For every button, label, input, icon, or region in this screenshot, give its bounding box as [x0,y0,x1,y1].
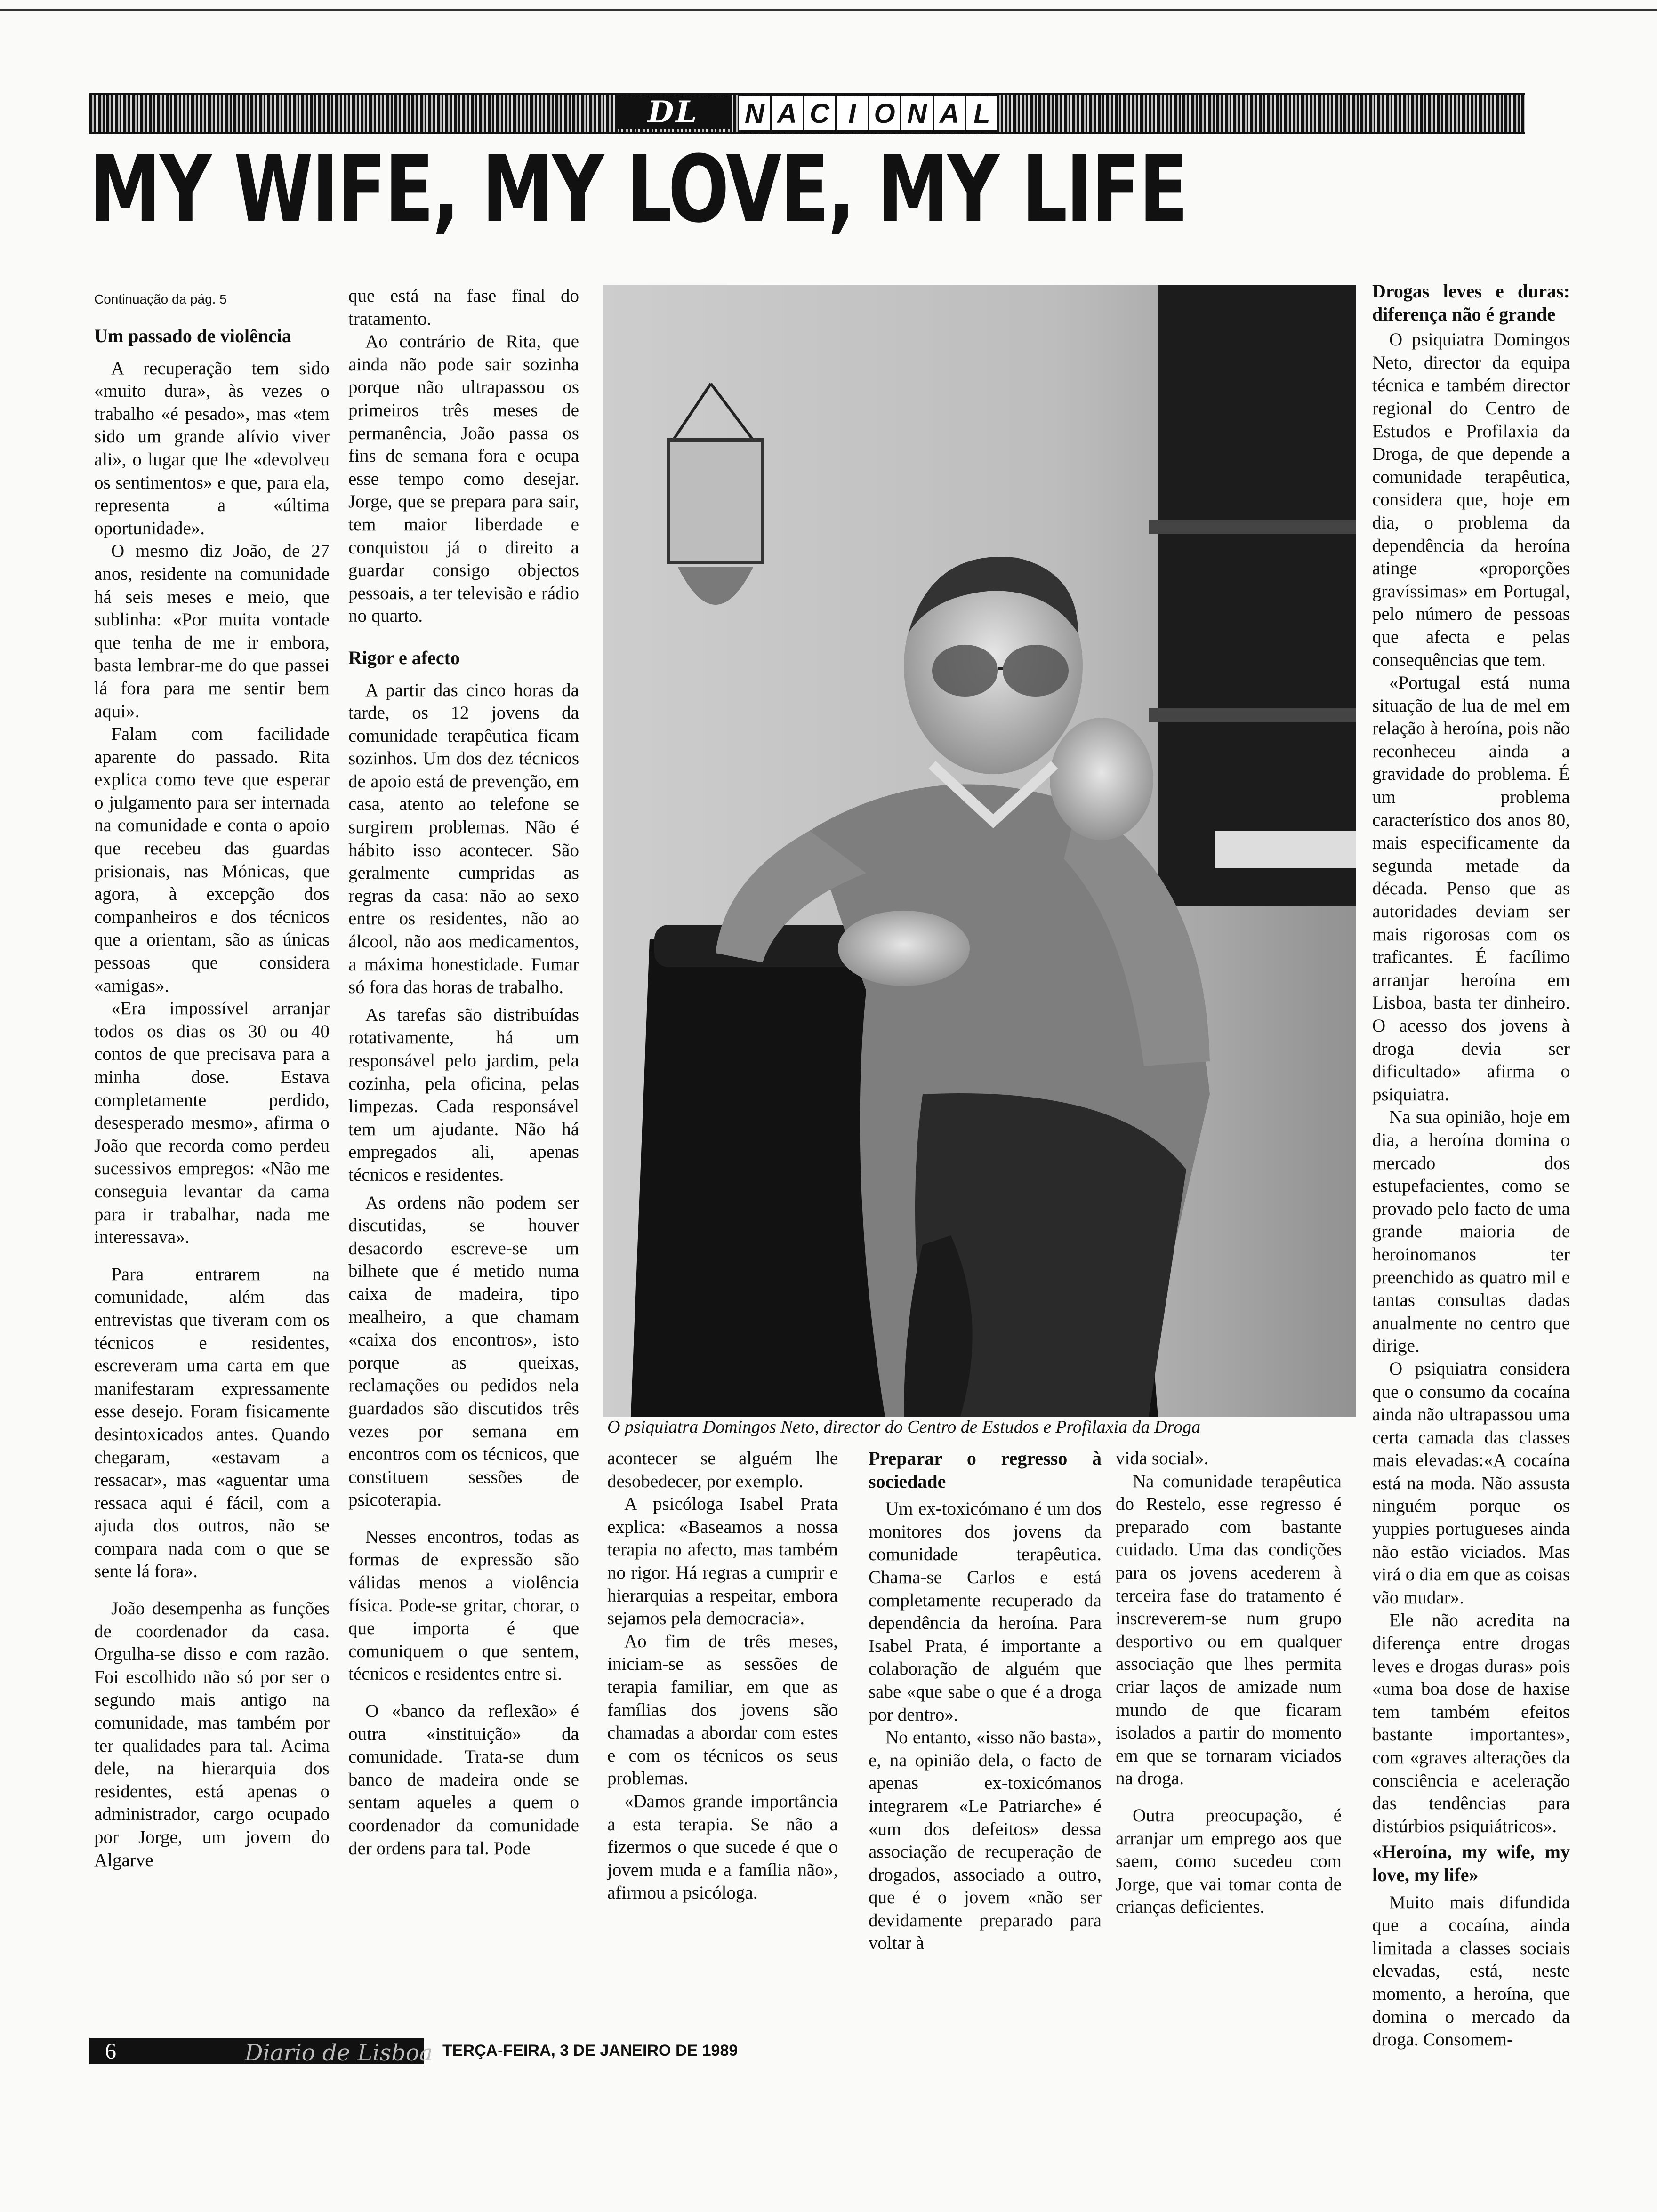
section-letter: N [738,95,772,132]
paragraph: Falam com facilidade aparente do passado. Rita explica como teve que esperar o julgamento para ser internada na comunidade e conta o apoio que recebeu das guardas prisionais, nas Mónicas, que agora, à excepção dos companheiros e dos técnicos que a orientam, são as únicas pessoas que considera «amigas». [94,724,330,996]
section-heading: Um passado de violência [94,325,291,346]
section-letter: N [900,95,934,132]
paragraph: Na sua opinião, hoje em dia, a heroína domina o mercado dos estupefacientes, como se provado pelo facto de uma grande maioria de heroinomanos ter preenchido as quatro mil e tantas consultas dadas anualmente no centro que dirige. [1372,1107,1570,1356]
top-rule [0,9,1657,11]
footer-paper-name: Diario de Lisboa [245,2040,433,2066]
paragraph: «Portugal está numa situação de lua de mel em relação à heroína, pois não reconheceu ainda a gravidade do problema. É um problema característico dos anos 80, mais especificamente da segunda metade da década. Penso que as autoridades deviam ser mais rigorosas com os traficantes. É facílimo arranjar heroína em Lisboa, basta ter dinheiro. O acesso dos jovens à droga devia ser dificultado» afirma o psiquiatra. [1372,673,1570,1105]
paragraph: Nesses encontros, todas as formas de expressão são válidas menos a violência física. Pode-se gritar, chorar, o que importa é que comuniquem o que sentem, técnicos e residentes entre si. [348,1526,579,1684]
footer-date: TERÇA-FEIRA, 3 DE JANEIRO DE 1989 [442,2042,738,2060]
paragraph: vida social». [1116,1448,1209,1468]
section-letter: I [835,95,869,132]
paragraph: O psiquiatra Domingos Neto, director da equipa técnica e também director regional do Centro de Estudos e Profilaxia da Droga, de que depende a comunidade terapêutica, considera que, hoje em dia, o problema da dependência da heroína atinge «proporções gravíssimas» em Portugal, pelo número de pessoas que afecta e pelas consequências que tem. [1372,329,1570,670]
paragraph: Ele não acredita na diferença entre drogas leves e drogas duras» pois «uma boa dose de haxise tem também efeitos bastante importantes», com «graves alterações da consciência e aceleração das tendências para distúrbios psiquiátricos». [1372,1610,1570,1836]
paragraph: João desempenha as funções de coordenador da casa. Orgulha-se disso e com razão. Foi escolhido não só por ser o segundo mais antigo na comunidade, mas também por ter qualidades para tal. Acima dele, na hierarquia dos residentes, está apenas o administrador, cargo ocupado por Jorge, um jovem do Algarve [94,1598,330,1870]
article-column-6 [1372,280,1570,2052]
section-letter: A [933,95,966,132]
paragraph: O «banco da reflexão» é outra «instituição» da comunidade. Trata-se dum banco de madeira onde se sentam aqueles a quem o coordenador da comunidade der ordens para tal. Pode [348,1701,579,1859]
paragraph: A recuperação tem sido «muito dura», às vezes o trabalho «é pesado», mas «tem sido um grande alívio viver ali», o lugar que lhe «devolveu os sentimentos» e que, para ela, representa a «última oportunidade». [94,358,330,538]
paragraph: No entanto, «isso não basta», e, na opinião dela, o facto de apenas ex-toxicómanos integrarem «Le Patriarche» é «um dos defeitos» dessa associação de recuperação de drogados, associado a outro, que é o jovem «não ser devidamente preparado para voltar à [869,1727,1102,1954]
paragraph: As ordens não podem ser discutidas, se houver desacordo escreve-se um bilhete que é metido numa caixa de madeira, tipo mealheiro, a que chamam «caixa dos encontros», isto porque as queixas, reclamações ou pedidos nela guardados são discutidos três vezes por semana em encontros com os técnicos, que constituem sessões de psicoterapia. [348,1192,579,1510]
paragraph: acontecer se alguém lhe desobedecer, por exemplo. [607,1448,838,1491]
subheading: «Heroína, my wife, my love, my life» [1372,1841,1570,1885]
newspaper-logo: DL [617,95,730,129]
section-heading: Rigor e afecto [348,647,460,668]
continuation-note: Continuação da pág. 5 [94,292,227,306]
paragraph: Ao fim de três meses, iniciam-se as sessões de terapia familiar, em que as famílias dos jovens são chamadas a abordar com estes e com os técnicos os seus problemas. [607,1631,838,1789]
paragraph: Na comunidade terapêutica do Restelo, esse regresso é preparado com bastante cuidado. Uma das condições para os jovens acederem à terceira fase do tratamento é inscreverem-se num grupo desportivo ou em qualquer associação que lhes permita criar laços de amizade num mundo de que ficaram isolados a partir do momento em que se tornaram viciados na droga. [1116,1471,1342,1789]
section-heading: Preparar o regresso à sociedade [869,1448,1102,1492]
article-column-2 [348,285,579,1860]
paragraph: O psiquiatra considera que o consumo da cocaína ainda não ultrapassou uma certa camada das classes mais elevadas:«A cocaína está na moda. Não assusta ninguém porque os yuppies portugueses ainda não estão viciados. Mas virá o dia em que as coisas vão mudar». [1372,1358,1570,1608]
paragraph: As tarefas são distribuídas rotativamente, há um responsável pelo jardim, pela cozinha, pela oficina, pelas limpezas. Cada responsável tem um ajudante. Não há empregados ali, apenas técnicos e residentes. [348,1004,579,1185]
paragraph: O mesmo diz João, de 27 anos, residente na comunidade há seis meses e meio, que sublinha: «Por muita vontade que tenha de me ir embora, basta lembrar-me do que passei lá fora para me sentir bem aqui». [94,541,330,721]
section-title [739,95,999,129]
section-letter: C [803,95,837,132]
headline: MY WIFE, MY LOVE, MY LIFE [89,136,1187,243]
article-column-1 [94,325,330,1872]
section-letter: A [770,95,804,132]
paragraph: Para entrarem na comunidade, além das entrevistas que tiveram com os técnicos e residentes, escreveram uma carta em que manifestaram expressamente esse desejo. Foram fisicamente desintoxicados antes. Quando chegaram, «estavam a ressacar», mas «aguentar uma ressaca aqui é fácil, com a ajuda dos outros, não se compara nada com o que se sente lá fora». [94,1264,330,1582]
page-number: 6 [89,2038,132,2064]
portrait-photo-illustration [603,285,1356,1417]
paragraph: Muito mais difundida que a cocaína, ainda limitada a classes sociais elevadas, está, neste momento, a heroína, que domina o mercado da droga. Consomem- [1372,1892,1570,2050]
portrait-photo [603,285,1356,1417]
article-column-5 [1116,1447,1342,1919]
paragraph: «Damos grande importância a esta terapia. Se não a fizermos o que sucede é que o jovem muda e a família não», afirmou a psicóloga. [607,1791,838,1903]
section-letter: L [965,95,999,132]
paragraph: Um ex-toxicómano é um dos monitores dos jovens da comunidade terapêutica. Chama-se Carlos e está completamente recuperado da dependência da heroína. Para Isabel Prata, é importante a colaboração de alguém que sabe «que sabe o que é a droga por dentro». [869,1499,1102,1725]
paragraph: «Era impossível arranjar todos os dias os 30 ou 40 contos de que precisava para a minha dose. Estava completamente perdido, desesperado mesmo», afirma o João que recorda como perdeu sucessivos empregos: «Não me conseguia levantar da cama para ir trabalhar, nada me interessava». [94,998,330,1248]
photo-caption: O psiquiatra Domingos Neto, director do Centro de Estudos e Profilaxia da Droga [607,1417,1200,1437]
paragraph: A psicóloga Isabel Prata explica: «Baseamos a nossa terapia no afecto, mas também no rigor. Há regras a cumprir e hierarquias a respeitar, embora sejamos pela democracia». [607,1494,838,1629]
paragraph: A partir das cinco horas da tarde, os 12 jovens da comunidade terapêutica ficam sozinhos. Um dos dez técnicos de apoio está de prevenção, em casa, atento ao telefone se surgirem problemas. Não é hábito isso acontecer. São geralmente cumpridas as regras da casa: não ao sexo entre os residentes, não ao álcool, não aos medicamentos, a máxima honestidade. Fumar só fora das horas de trabalho. [348,680,579,998]
section-letter: O [868,95,901,132]
article-column-3 [607,1447,838,1905]
paragraph: Ao contrário de Rita, que ainda não pode sair sozinha porque não ultrapassou os primeiros três meses de permanência, João passa os fins de semana fora e ocupa esse tempo como desejar. Jorge, que se prepara para sair, tem maior liberdade e conquistou já o direito a guardar consigo objectos pessoais, a ter televisão e rádio no quarto. [348,331,579,626]
article-column-4 [869,1447,1102,1955]
section-heading: Drogas leves e duras: diferença não é grande [1372,281,1570,325]
paragraph: que está na fase final do tratamento. [348,286,579,329]
paragraph: Outra preocupação, é arranjar um emprego aos que saem, como sucedeu com Jorge, que vai tomar conta de crianças deficientes. [1116,1805,1342,1917]
